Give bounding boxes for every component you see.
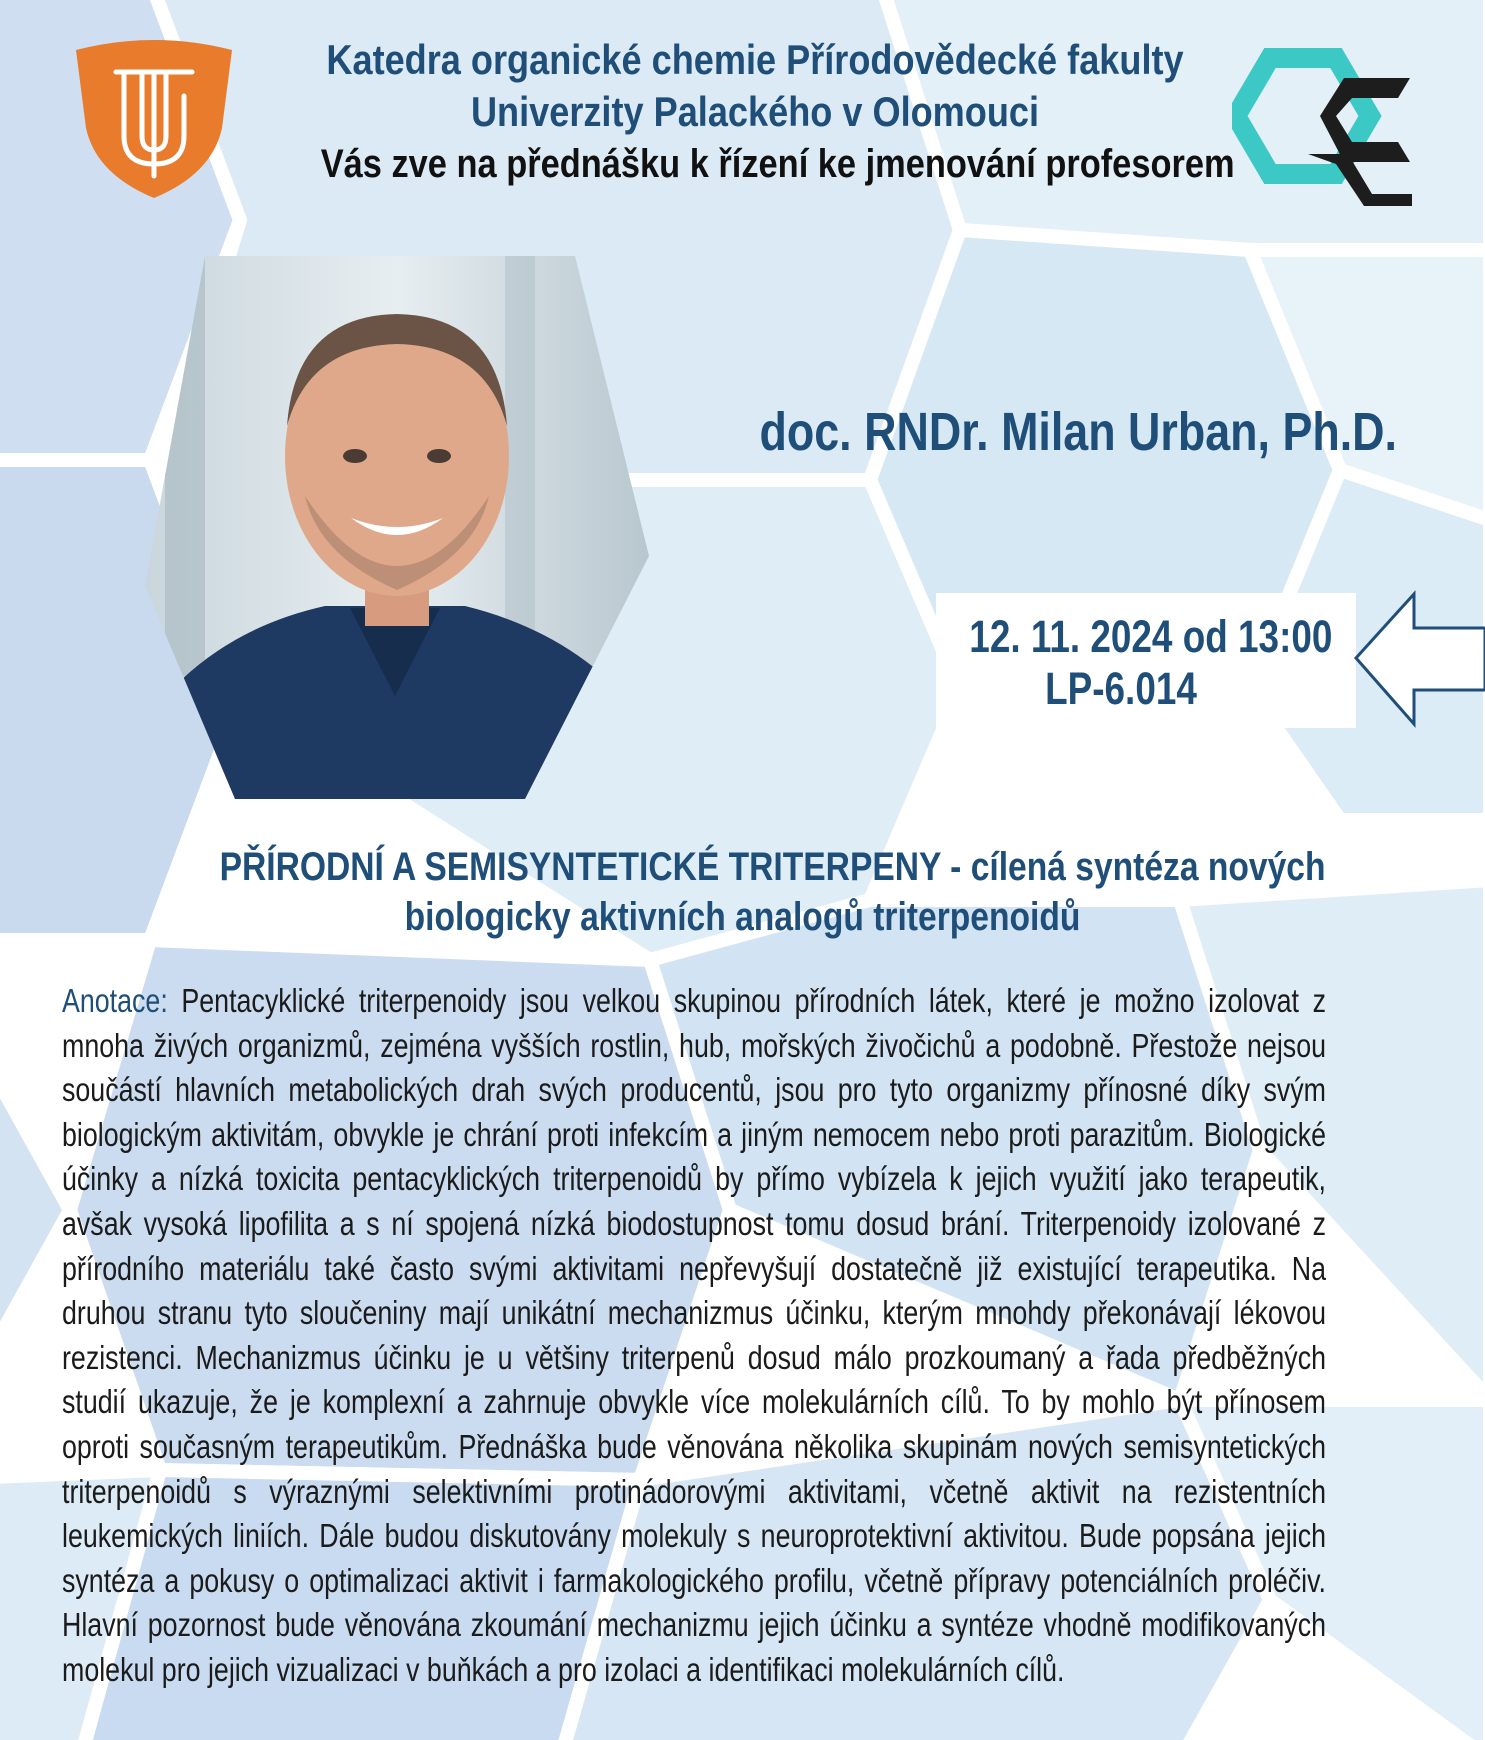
department-line-1: Katedra organické chemie Přírodovědecké fakulty bbox=[326, 36, 1184, 83]
department-line-2: Univerzity Palackého v Olomouci bbox=[470, 88, 1040, 135]
talk-title-line-2: biologicky aktivních analogů triterpenoidů bbox=[404, 895, 1081, 939]
event-info-box bbox=[936, 593, 1356, 728]
abstract bbox=[62, 980, 1326, 1694]
oc-logo-icon bbox=[1232, 44, 1412, 206]
up-logo-icon bbox=[72, 36, 236, 202]
speaker-photo bbox=[145, 256, 649, 799]
invitation-line: Vás zve na přednášku k řízení ke jmenování profesorem bbox=[320, 142, 1235, 186]
event-datetime: 12. 11. 2024 od 13:00 bbox=[969, 611, 1333, 662]
abstract-text: Pentacyklické triterpenoidy jsou velkou skupinou přírodních látek, které je možno izolovat z mnoha živých organizmů, zejména vyšších rostlin, hub, mořských živočichů a podobně. Přestože nejsou součástí hlavních metabolických drah svých producentů, jsou pro tyto organizmy přínosné díky svým biologickým aktivitám, obvykle je chrání proti infekcím a jiným nemocem nebo proti parazitům. Biologické účinky a nízká toxicita pentacyklických triterpenoidů by přímo vybízela k jejich využití jako terapeutik, avšak vysoká lipofilita a s ní spojená nízká biodostupnost tomu dosud brání. Triterpenoidy izolované z přírodního materiálu také často svými aktivitami nepřevyšují dostatečně již existující terapeutika. Na druhou stranu tyto sloučeniny mají unikátní mechanizmus účinku, kterým mnohdy překonávají lékovou rezistenci. Mechanizmus účinku je u většiny triterpenů dosud málo prozkoumaný a řada předběžných studií ukazuje, že je komplexní a zahrnuje obvykle více molekulárních cílů. To by mohlo být přínosem oproti současným terapeutikům. Přednáška bude věnována několika skupinám nových semisyntetických triterpenoidů s výraznými selektivními protinádorovými aktivitami, včetně aktivit na rezistentních leukemických liniích. Dále budou diskutovány molekuly s neuroprotektivní aktivitou. Bude popsána jejich syntéza a pokusy o optimalizaci aktivit i farmakologického profilu, včetně přípravy potenciálních proléčiv. Hlavní pozornost bude věnována zkoumání mechanizmu jejich účinku a syntéze vhodně modifikovaných molekul pro jejich vizualizaci v buňkách a pro izolaci a identifikaci molekulárních cílů. bbox=[62, 983, 1327, 1689]
arrow-left-icon bbox=[1352, 590, 1485, 730]
speaker-name: doc. RNDr. Milan Urban, Ph.D. bbox=[759, 402, 1398, 462]
abstract-label: Anotace: bbox=[62, 983, 168, 1020]
talk-title bbox=[120, 842, 1365, 942]
event-room: LP-6.014 bbox=[1045, 663, 1197, 714]
header bbox=[250, 34, 1260, 190]
talk-title-line-1: PŘÍRODNÍ A SEMISYNTETICKÉ TRITERPENY - cílená syntéza nových bbox=[219, 845, 1326, 889]
